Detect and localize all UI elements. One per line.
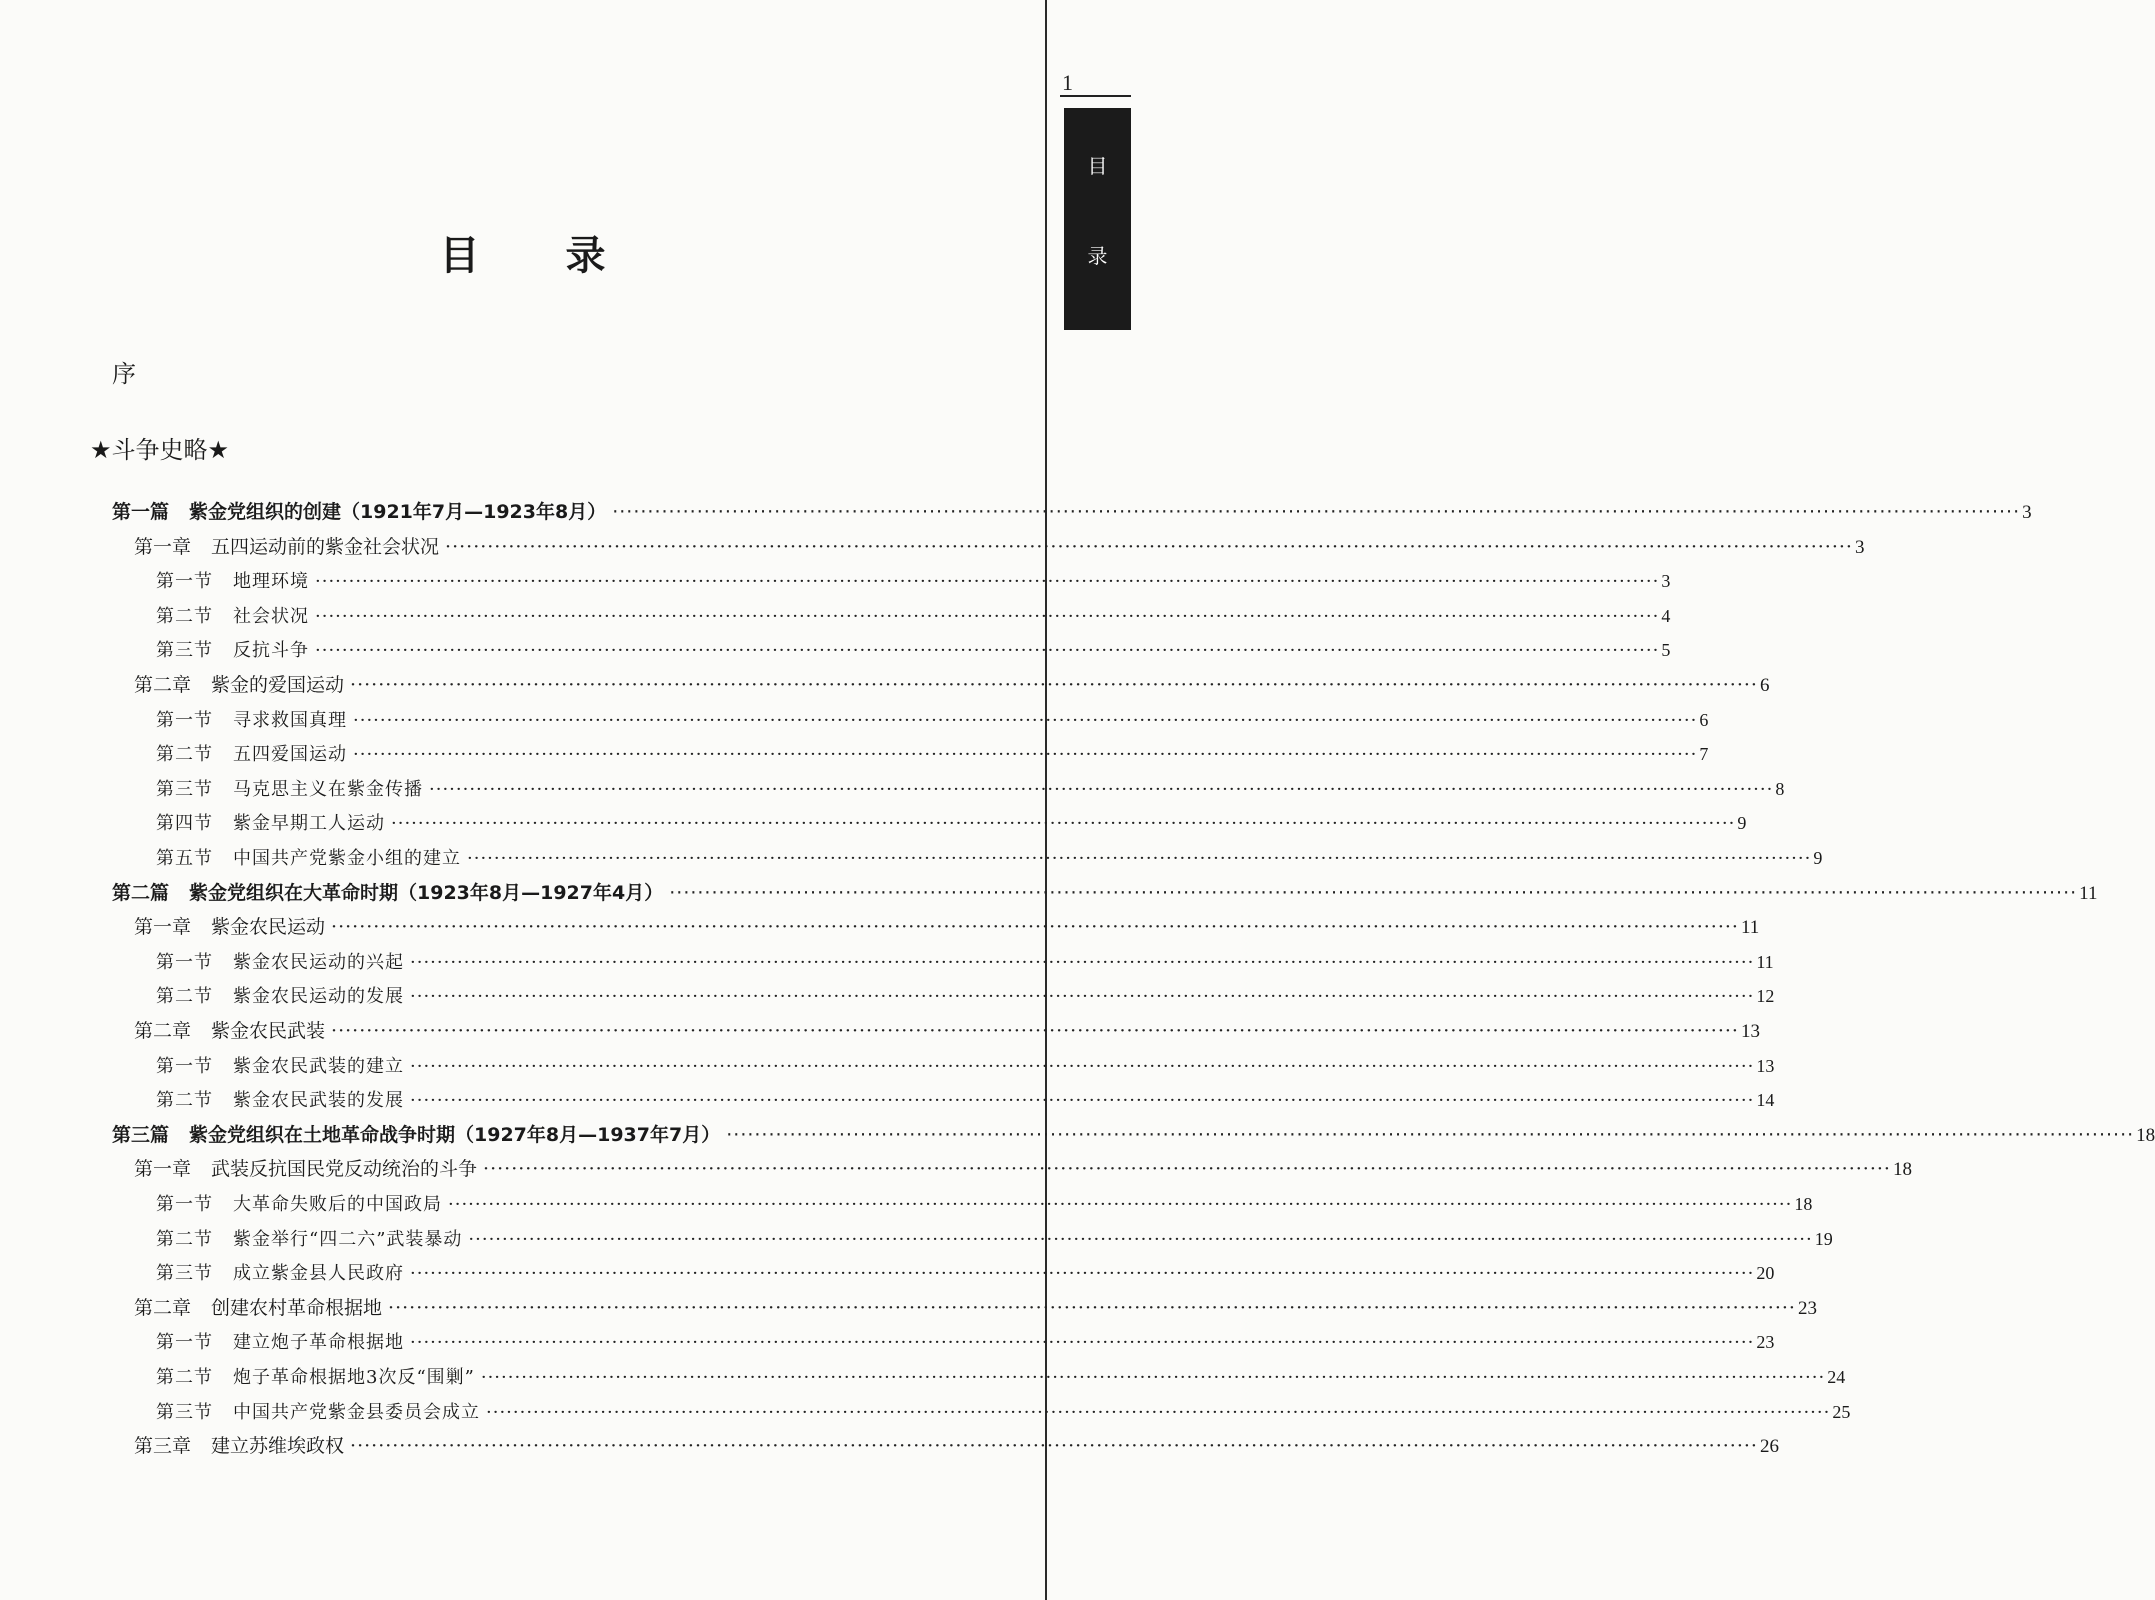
section-heading: ★斗争史略★ — [90, 436, 230, 464]
toc-entry-page: 8 — [1775, 778, 1785, 799]
page-number: 1 — [1062, 70, 1073, 95]
toc-entry-title: 五四爱国运动 — [233, 744, 347, 766]
toc-leader-dots: ········································································································································································································ — [612, 501, 2021, 523]
toc-entry-number: 第三篇 — [112, 1123, 170, 1146]
toc-entry-chapter — [134, 533, 1865, 561]
toc-entry-page: 6 — [1759, 675, 1770, 696]
toc-entry-page: 9 — [1813, 848, 1823, 868]
toc-entry-page: 13 — [1756, 1055, 1775, 1076]
toc-leader-dots: ········································································································································································································ — [315, 605, 1660, 627]
toc-entry-number: 第四节 — [156, 813, 213, 835]
toc-entry-page: 26 — [1759, 1436, 1779, 1458]
toc-leader-dots: ········································································································································································································ — [315, 640, 1660, 662]
toc-entry-page: 3 — [1854, 536, 1865, 558]
toc-entry-page: 25 — [1832, 1401, 1851, 1422]
toc-entry-number: 第三章 — [134, 1435, 192, 1458]
toc-entry-number: 第二篇 — [112, 881, 170, 904]
toc-entry-title: 创建农村革命根据地 — [211, 1296, 383, 1319]
toc-leader-dots: ········································································································································································································ — [350, 1435, 1758, 1458]
toc-entry-page: 11 — [2079, 882, 2098, 904]
toc-entry-title: 寻求救国真理 — [233, 709, 347, 731]
toc-leader-dots: ········································································································································································································ — [445, 535, 1853, 558]
toc-leader-dots: ········································································································································································································ — [486, 1401, 1831, 1423]
toc-leader-dots: ········································································································································································································ — [391, 813, 1736, 835]
toc-entry-page: 19 — [1814, 1228, 1833, 1249]
toc-entry-page: 4 — [1661, 605, 1671, 626]
toc-leader-dots: ········································································································································································································ — [467, 848, 1812, 869]
toc-entry-chapter — [134, 1017, 1760, 1045]
toc-leader-dots: ········································································································································································································ — [331, 916, 1739, 939]
toc-entry-title: 紫金农民运动的兴起 — [233, 951, 404, 973]
toc-entry-section — [156, 706, 1709, 734]
page-title: 目 录 — [439, 232, 642, 279]
toc-leader-dots: ········································································································································································································ — [410, 951, 1755, 973]
toc-entry-title: 紫金农民运动的发展 — [233, 986, 404, 1008]
toc-entry-section — [156, 1259, 1775, 1287]
toc-entry-chapter — [134, 1155, 1912, 1183]
toc-entry-page: 3 — [1661, 571, 1671, 592]
toc-entry-title: 中国共产党紫金小组的建立 — [233, 848, 461, 869]
toc-leader-dots: ········································································································································································································ — [669, 881, 2078, 904]
toc-entry-page: 23 — [1797, 1297, 1817, 1319]
toc-entry-chapter — [134, 1294, 1817, 1322]
toc-entry-title: 建立炮子革命根据地 — [233, 1332, 404, 1354]
toc-leader-dots: ········································································································································································································ — [448, 1194, 1793, 1215]
toc-entry-number: 第一节 — [156, 571, 213, 593]
toc-entry-page: 9 — [1737, 813, 1747, 834]
side-tab-char: 录 — [1087, 244, 1108, 268]
toc-entry-chapter — [134, 1432, 1779, 1460]
toc-entry-title: 紫金举行“四二六”武装暴动 — [233, 1228, 463, 1250]
toc-entry-number: 第一节 — [156, 1055, 213, 1077]
preface-entry: 序 — [112, 360, 136, 388]
toc-entry-section — [156, 1190, 1813, 1218]
toc-entry-section — [156, 636, 1671, 664]
toc-entry-title: 紫金农民运动 — [211, 916, 326, 939]
toc-leader-dots: ········································································································································································································ — [410, 1263, 1755, 1285]
toc-entry-number: 第三节 — [156, 1263, 213, 1285]
toc-leader-dots: ········································································································································································································ — [350, 674, 1758, 696]
toc-entry-number: 第二节 — [156, 1090, 213, 1112]
toc-entry-section — [156, 1052, 1775, 1080]
toc-entry-page: 20 — [1756, 1263, 1775, 1284]
toc-entry-number: 第一章 — [134, 916, 192, 939]
toc-entry-number: 第一节 — [156, 951, 213, 973]
toc-entry-title: 中国共产党紫金县委员会成立 — [233, 1401, 480, 1423]
toc-leader-dots: ········································································································································································································ — [353, 709, 1698, 731]
toc-leader-dots: ········································································································································································································ — [483, 1158, 1891, 1181]
toc-entry-section — [156, 1086, 1775, 1114]
toc-leader-dots: ········································································································································································································ — [353, 744, 1698, 766]
toc-entry-section — [156, 1328, 1775, 1356]
toc-entry-number: 第五节 — [156, 848, 213, 869]
toc-entry-number: 第一篇 — [112, 501, 170, 523]
toc-entry-title: 紫金的爱国运动 — [211, 674, 345, 696]
toc-entry-title: 紫金农民武装 — [211, 1020, 326, 1042]
toc-entry-number: 第三节 — [156, 1401, 213, 1423]
side-tab-char: 目 — [1087, 154, 1108, 178]
toc-entry-section — [156, 1398, 1851, 1426]
toc-entry-title: 马克思主义在紫金传播 — [233, 778, 423, 800]
toc-entry-title: 五四运动前的紫金社会状况 — [211, 535, 440, 558]
toc-entry-title: 成立紫金县人民政府 — [233, 1263, 404, 1285]
toc-entry-page: 18 — [2136, 1124, 2155, 1146]
toc-entry-number: 第一节 — [156, 1332, 213, 1354]
toc-entry-page: 14 — [1756, 1090, 1775, 1111]
toc-entry-title: 紫金党组织在大革命时期（1923年8月—1927年4月） — [189, 881, 664, 904]
toc-entry-section — [156, 775, 1785, 803]
toc-entry-page: 5 — [1661, 640, 1671, 661]
toc-leader-dots: ········································································································································································································ — [410, 1090, 1755, 1112]
toc-entry-section — [156, 982, 1775, 1010]
toc-entry-page: 18 — [1892, 1159, 1912, 1181]
toc-entry-page: 11 — [1756, 951, 1774, 972]
page-number-rule — [1060, 95, 1131, 97]
toc-entry-title: 紫金早期工人运动 — [233, 813, 385, 835]
toc-entry-page: 23 — [1756, 1332, 1775, 1353]
toc-entry-page: 3 — [2022, 502, 2032, 523]
toc-entry-number: 第一节 — [156, 709, 213, 731]
toc-entry-page: 6 — [1699, 709, 1709, 730]
toc-entry-page: 12 — [1756, 986, 1775, 1007]
toc-leader-dots: ········································································································································································································ — [468, 1228, 1813, 1250]
toc-entry-number: 第三节 — [156, 640, 213, 662]
toc-entry-title: 反抗斗争 — [233, 640, 309, 662]
toc-entry-section — [156, 1225, 1833, 1253]
toc-entry-page: 24 — [1827, 1367, 1846, 1387]
toc-entry-number: 第二节 — [156, 744, 213, 766]
toc-leader-dots: ········································································································································································································ — [410, 1332, 1755, 1354]
toc-leader-dots: ········································································································································································································ — [480, 1367, 1826, 1388]
toc-entry-number: 第二章 — [134, 1020, 192, 1042]
toc-leader-dots: ········································································································································································································ — [410, 986, 1755, 1008]
toc-entry-section — [156, 809, 1747, 837]
toc-entry-number: 第二节 — [156, 605, 213, 627]
toc-entry-number: 第二节 — [156, 1367, 213, 1388]
toc-entry-number: 第二章 — [134, 1296, 192, 1319]
toc-leader-dots: ········································································································································································································ — [410, 1055, 1755, 1077]
toc-entry-number: 第一章 — [134, 1158, 192, 1181]
toc-entry-title: 紫金党组织在土地革命战争时期（1927年8月—1937年7月） — [189, 1123, 721, 1146]
toc-entry-section — [156, 844, 1823, 872]
toc-entry-number: 第一章 — [134, 535, 192, 558]
toc-entry-title: 紫金农民武装的建立 — [233, 1055, 404, 1077]
toc-leader-dots: ········································································································································································································ — [331, 1020, 1739, 1042]
toc-leader-dots: ········································································································································································································ — [388, 1296, 1796, 1319]
toc-entry-number: 第二节 — [156, 986, 213, 1008]
toc-entry-section — [156, 567, 1671, 595]
toc-entry-title: 大革命失败后的中国政局 — [233, 1194, 442, 1215]
toc-entry-page: 7 — [1699, 744, 1709, 765]
toc-entry-section — [156, 1363, 1846, 1391]
toc-entry-chapter — [134, 913, 1760, 941]
toc-entry-section — [156, 740, 1709, 768]
toc-entry-number: 第一节 — [156, 1194, 213, 1215]
toc-entry-section — [156, 602, 1671, 630]
toc-entry-part — [112, 498, 2032, 526]
toc-entry-chapter — [134, 671, 1770, 699]
toc-leader-dots: ········································································································································································································ — [726, 1123, 2135, 1146]
toc-entry-page: 18 — [1794, 1194, 1813, 1214]
toc-entry-page: 13 — [1740, 1021, 1760, 1042]
toc-entry-part — [112, 1121, 2155, 1149]
toc-entry-title: 紫金党组织的创建（1921年7月—1923年8月） — [189, 501, 607, 523]
toc-leader-dots: ········································································································································································································ — [315, 571, 1660, 593]
toc-entry-number: 第二节 — [156, 1228, 213, 1250]
toc-leader-dots: ········································································································································································································ — [429, 778, 1774, 800]
toc-entry-title: 建立苏维埃政权 — [211, 1435, 345, 1458]
toc-entry-title: 社会状况 — [233, 605, 309, 627]
side-tab — [1064, 108, 1131, 330]
toc-entry-title: 炮子革命根据地3次反“围剿” — [233, 1367, 475, 1388]
toc-entry-number: 第三节 — [156, 778, 213, 800]
toc-entry-section — [156, 948, 1774, 976]
toc-entry-title: 地理环境 — [233, 571, 309, 593]
toc-entry-number: 第二章 — [134, 674, 192, 696]
toc-entry-page: 11 — [1740, 917, 1760, 939]
toc-entry-title: 紫金农民武装的发展 — [233, 1090, 404, 1112]
toc-entry-part — [112, 879, 2098, 907]
toc-entry-title: 武装反抗国民党反动统治的斗争 — [211, 1158, 478, 1181]
